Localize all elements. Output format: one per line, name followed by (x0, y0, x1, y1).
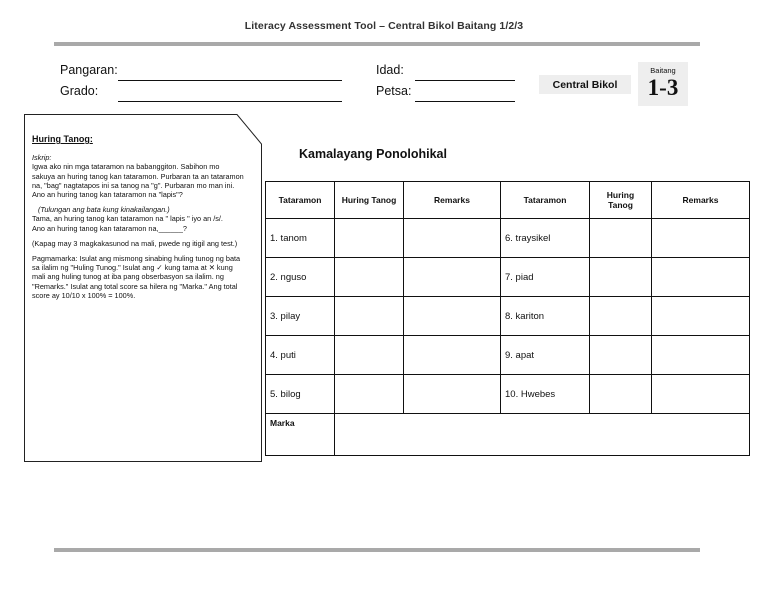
table-row (266, 219, 750, 258)
document-title: Literacy Assessment Tool – Central Bikol Baitang 1/2/3 (244, 20, 524, 32)
final-sound-cell[interactable] (590, 375, 652, 414)
column-header: Huring Tanog (335, 182, 404, 219)
instructions-help-note: (Tulungan ang bata kung kinakailangan.) (38, 205, 170, 215)
remarks-cell[interactable] (652, 336, 750, 375)
final-sound-cell[interactable] (335, 375, 404, 414)
word-cell: 3. pilay (266, 297, 335, 336)
word-cell: 10. Hwebes (501, 375, 590, 414)
table-row (266, 336, 750, 375)
remarks-cell[interactable] (404, 219, 501, 258)
word-cell: 6. traysikel (501, 219, 590, 258)
instructions-paragraph: Igwa ako nin mga tataramon na babanggiton. Sabihon mo sakuya an huring tanog kan tataramon. Purbaran ta an tataramon na, "bag" nagtatapos ini sa tanog na "g". Purbaran mo man ini. (32, 162, 244, 190)
date-label: Petsa: (376, 84, 412, 98)
instructions-prompt: Ano an huring tanog kan tataramon na,______? (32, 223, 187, 233)
word-cell: 5. bilog (266, 375, 335, 414)
instructions-heading: Huring Tanog: (32, 134, 93, 144)
instructions-example: Tama, an huring tanog kan tataramon na " lapis " iyo an /s/. (32, 214, 223, 224)
table-row (266, 375, 750, 414)
word-cell: 8. kariton (501, 297, 590, 336)
remarks-cell[interactable] (652, 297, 750, 336)
word-cell: 1. tanom (266, 219, 335, 258)
final-sound-cell[interactable] (335, 219, 404, 258)
word-cell: 2. nguso (266, 258, 335, 297)
age-field[interactable] (415, 80, 515, 81)
instructions-card (24, 114, 262, 462)
instructions-stop-rule: (Kapag may 3 magkakasunod na mali, pwede ng itigil ang test.) (32, 238, 238, 248)
grade-caption: Baitang (650, 66, 676, 75)
remarks-cell[interactable] (404, 297, 501, 336)
word-cell: 4. puti (266, 336, 335, 375)
name-label: Pangaran: (60, 63, 118, 77)
name-field[interactable] (118, 80, 342, 81)
instructions-question: Ano an huring tanog kan tataramon na "lapis"? (32, 190, 183, 200)
remarks-cell[interactable] (652, 258, 750, 297)
instructions-scoring: Pagmamarka: Isulat ang mismong sinabing huling tunog ng bata sa ilalim ng "Huling Tunog." Isulat ang ✓ kung tama at ✕ kung mali ang huling tunog at iba pang obserbasyon sa ilalim. ng "Remarks." Isulat ang total score sa hilera ng "Marka." Ang total score ay 10/10 x 100% = 100%. (32, 254, 241, 300)
table-row (266, 258, 750, 297)
final-sound-cell[interactable] (590, 336, 652, 375)
grade-label: Grado: (60, 84, 99, 98)
table-header-row (266, 182, 750, 219)
age-label: Idad: (376, 63, 404, 77)
grade-value: 1-3 (647, 75, 679, 100)
date-field[interactable] (415, 101, 515, 102)
score-cell[interactable] (335, 414, 750, 456)
top-divider (54, 42, 700, 46)
bottom-divider (54, 548, 700, 552)
remarks-cell[interactable] (652, 219, 750, 258)
grade-badge (638, 62, 688, 106)
script-label: Iskrip: (32, 153, 52, 163)
final-sound-cell[interactable] (590, 258, 652, 297)
final-sound-cell[interactable] (335, 297, 404, 336)
instructions-text (32, 135, 244, 300)
final-sound-cell[interactable] (590, 219, 652, 258)
remarks-cell[interactable] (652, 375, 750, 414)
column-header: Tataramon (266, 182, 335, 219)
word-cell: 7. piad (501, 258, 590, 297)
remarks-cell[interactable] (404, 336, 501, 375)
table-row (266, 297, 750, 336)
column-header: Huring Tanog (590, 182, 652, 219)
column-header: Remarks (404, 182, 501, 219)
section-title: Kamalayang Ponolohikal (299, 147, 447, 161)
remarks-cell[interactable] (404, 258, 501, 297)
score-label: Marka (266, 414, 335, 456)
grade-field[interactable] (118, 101, 342, 102)
assessment-table (265, 181, 750, 456)
final-sound-cell[interactable] (590, 297, 652, 336)
column-header: Tataramon (501, 182, 590, 219)
column-header: Remarks (652, 182, 750, 219)
final-sound-cell[interactable] (335, 336, 404, 375)
word-cell: 9. apat (501, 336, 590, 375)
score-row (266, 414, 750, 456)
dialect-badge: Central Bikol (539, 75, 631, 94)
final-sound-cell[interactable] (335, 258, 404, 297)
remarks-cell[interactable] (404, 375, 501, 414)
